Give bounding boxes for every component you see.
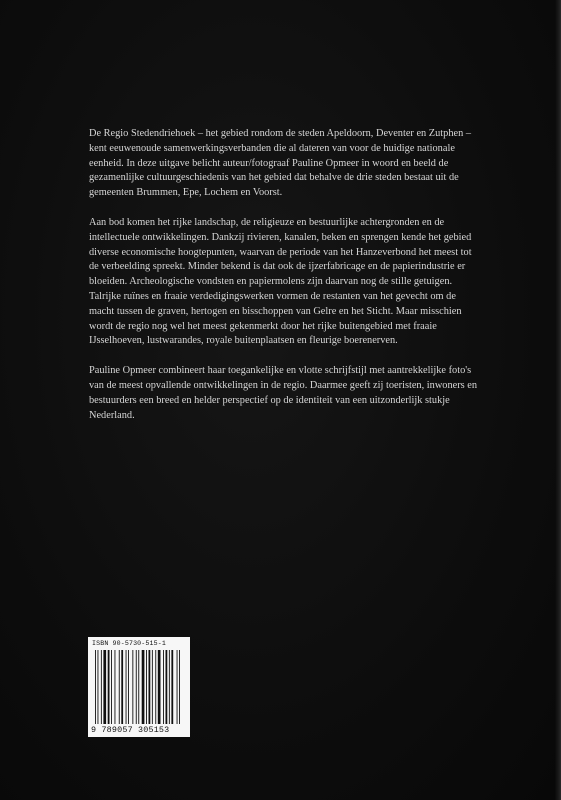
- barcode-label: [88, 637, 190, 737]
- cover-edge: [555, 0, 561, 800]
- isbn-number: ISBN 90-5730-515-1: [92, 640, 166, 647]
- blurb-text: [89, 127, 481, 438]
- blurb-paragraph-3: Pauline Opmeer combineert haar toegankelijke en vlotte schrijfstijl met aantrekkelijke foto's van de meest opvallende ontwikkelingen in de regio. Daarmee geeft zij toeristen, inwoners en bestuurders een breed en helder perspectief op de identiteit van een uitzonderlijk stukje Nederland.: [89, 365, 478, 421]
- barcode-bars: [94, 650, 184, 724]
- blurb-paragraph-1: De Regio Stedendriehoek – het gebied rondom de steden Apeldoorn, Deventer en Zutphen – kent eeuwenoude samenwerkingsverbanden die al dateren van voor de huidige nationale eenheid. In deze uitgave belicht auteur/fotograaf Pauline Opmeer in woord en beeld de gezamenlijke cultuurgeschiedenis van het gebied dat behalve de drie steden bestaat uit de gemeenten Brummen, Epe, Lochem en Voorst.: [89, 128, 472, 199]
- blurb-paragraph-2: Aan bod komen het rijke landschap, de religieuze en bestuurlijke achtergronden en de intellectuele ontwikkelingen. Dankzij rivieren, kanalen, beken en sprengen kende het gebied diverse economische hoogtepunten, waarvan de periode van het Hanzeverbond het meest tot de verbeelding spreekt. Minder bekend is dat ook de ijzerfabricage en de papierindustrie er bloeiden. Archeologische vondsten en papiermolens zijn daarvan nog de stille getuigen. Talrijke ruïnes en fraaie verdedigingswerken vormen de restanten van het gevecht om de macht tussen de graven, hertogen en bisschoppen van Gelre en het Sticht. Maar misschien wordt de regio nog wel het meest gekenmerkt door het rijke buitengebied met fraaie IJsselhoeven, lustwarandes, royale buitenplaatsen en fleurige boerenerven.: [89, 216, 472, 347]
- ean-number: 9 789057 305153: [91, 725, 170, 735]
